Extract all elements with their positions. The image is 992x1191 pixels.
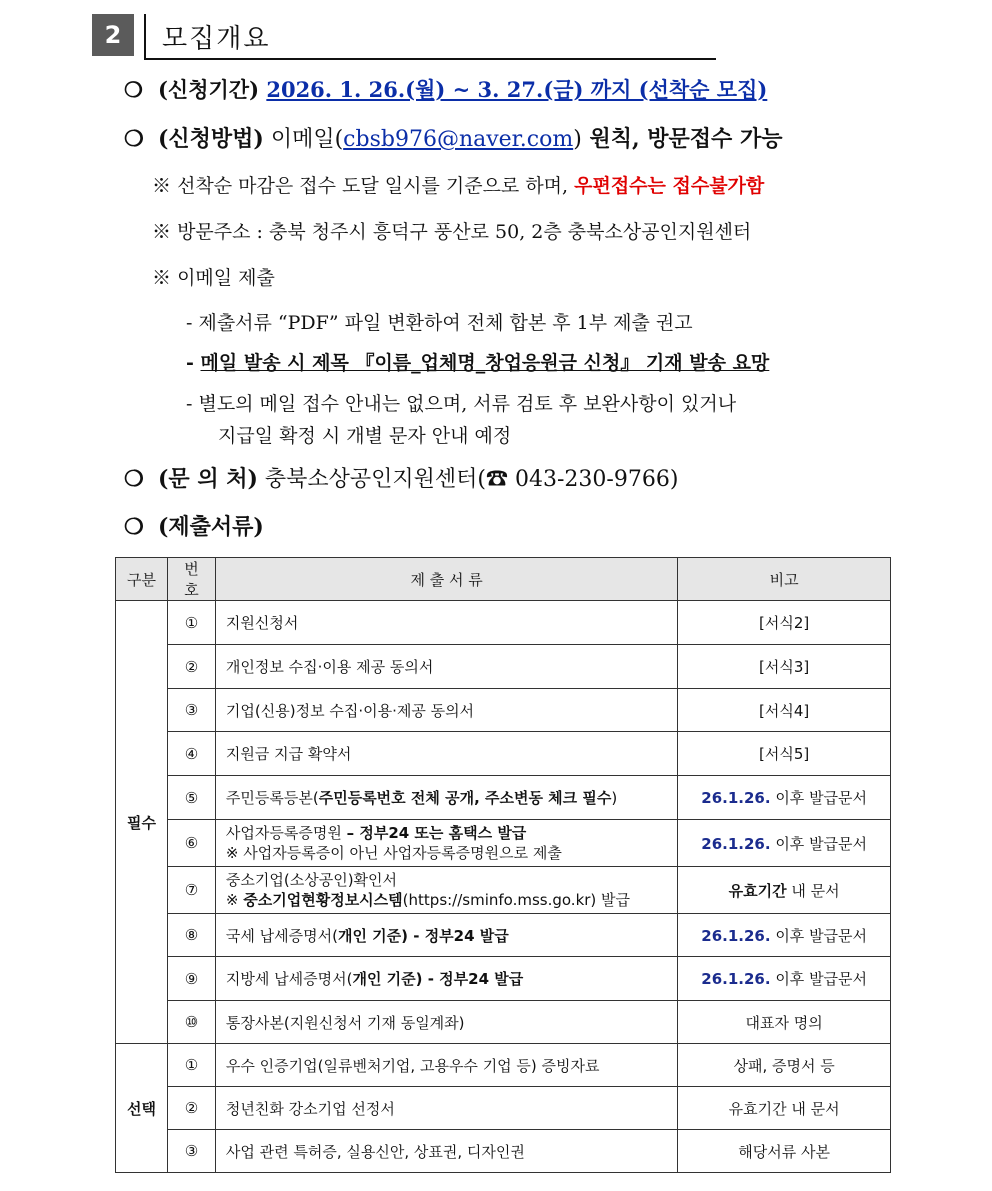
period-line	[124, 74, 767, 104]
note-deadline	[152, 171, 764, 198]
section-title: 모집개요	[162, 24, 271, 54]
remark-date: 26.1.26.	[701, 926, 771, 945]
note-text: 이메일 제출	[177, 267, 275, 289]
remark-text: 이후 발급문서	[770, 926, 868, 945]
row-number: ③	[167, 1130, 215, 1173]
doc-text: 사업자등록증명원	[225, 824, 347, 842]
row-number: ⑩	[167, 1001, 215, 1044]
row-document: 기업(신용)정보 수집·이용·제공 동의서	[215, 689, 677, 732]
doc-emphasis: 개인 기준	[337, 926, 402, 945]
table-row	[116, 776, 891, 820]
doc-subnote: ※ 사업자등록증이 아닌 사업자등록증명원으로 제출	[225, 844, 562, 862]
note-text: 선착순 마감은 접수 도달 일시를 기준으로 하며,	[177, 175, 575, 197]
row-document: 개인정보 수집·이용 제공 동의서	[215, 645, 677, 689]
row-document	[215, 957, 677, 1001]
method-line	[124, 122, 782, 153]
row-remark	[678, 776, 891, 820]
header-number: 번호	[167, 558, 215, 601]
contact-label: (문 의 처)	[158, 466, 258, 492]
row-document: 우수 인증기업(일류벤처기업, 고용우수 기업 등) 증빙자료	[215, 1044, 677, 1087]
remark-text: 이후 발급문서	[770, 834, 868, 853]
row-remark: 상패, 증명서 등	[678, 1044, 891, 1087]
section-underline	[144, 58, 716, 60]
note-address	[152, 217, 751, 244]
row-document: 통장사본(지원신청서 기재 동일계좌)	[215, 1001, 677, 1044]
row-remark	[678, 820, 891, 867]
row-number: ⑦	[167, 867, 215, 914]
remark-text: 이후 발급문서	[770, 789, 868, 807]
row-number: ⑧	[167, 914, 215, 957]
group-required: 필수	[116, 601, 168, 1044]
table-row	[116, 957, 891, 1001]
remark-date: 26.1.26.	[701, 970, 771, 988]
row-number: ①	[167, 1044, 215, 1087]
row-document: 지원금 지급 확약서	[215, 732, 677, 776]
row-number: ②	[167, 1087, 215, 1130]
row-remark: [서식4]	[678, 689, 891, 732]
doc-emphasis: 주민등록번호 전체 공개, 주소변동 체크 필수	[318, 789, 612, 807]
header-remarks: 비고	[678, 558, 891, 601]
email-item-notice: - 별도의 메일 접수 안내는 없으며, 서류 검토 후 보완사항이 있거나	[186, 393, 737, 415]
method-prefix: 이메일(	[263, 127, 344, 152]
row-remark	[678, 957, 891, 1001]
remark-text: 내 문서	[786, 881, 840, 900]
note-text: 방문주소 : 충북 청주시 흥덕구 풍산로 50, 2층 충북소상공인지원센터	[177, 221, 752, 243]
email-item-notice-cont: 지급일 확정 시 개별 문자 안내 예정	[218, 425, 512, 447]
row-remark: [서식2]	[678, 601, 891, 645]
doc-text: 중소기업(소상공인)확인서	[225, 871, 398, 889]
remark-date: 26.1.26.	[701, 834, 771, 853]
row-number: ③	[167, 689, 215, 732]
table-row	[116, 867, 891, 914]
email-subject-text: 메일 발송 시 제목 『이름_업체명_창업응원금 신청』 기재 발송 요망	[200, 352, 770, 374]
doc-text: 주민등록등본(	[225, 789, 319, 807]
doc-text: 국세 납세증명서(	[225, 926, 338, 945]
row-number: ⑤	[167, 776, 215, 820]
row-document: 청년친화 강소기업 선정서	[215, 1087, 677, 1130]
circle-bullet-icon: ❍	[124, 126, 144, 152]
remark-emphasis: 유효기간	[728, 881, 787, 900]
group-optional: 선택	[116, 1044, 168, 1173]
note-warning: 우편접수는 접수불가함	[574, 175, 765, 197]
section-number-badge: 2	[92, 14, 134, 56]
table-row	[116, 1001, 891, 1044]
row-document: 지원신청서	[215, 601, 677, 645]
period-value: 2026. 1. 26.(월) ~ 3. 27.(금) 까지 (선착순 모집)	[266, 77, 768, 102]
header-category: 구분	[116, 558, 168, 601]
circle-bullet-icon: ❍	[124, 514, 144, 540]
row-remark: 대표자 명의	[678, 1001, 891, 1044]
table-row	[116, 1044, 891, 1087]
doc-emphasis: 개인 기준	[352, 970, 416, 988]
table-row	[116, 732, 891, 776]
reference-mark-icon: ※	[152, 221, 172, 243]
method-label: (신청방법)	[158, 126, 264, 152]
period-label: (신청기간)	[158, 77, 260, 102]
docs-heading-label: (제출서류)	[158, 514, 264, 540]
row-document: 사업 관련 특허증, 실용신안, 상표권, 디자인권	[215, 1130, 677, 1173]
note-email	[152, 263, 275, 290]
remark-text: 이후 발급문서	[770, 970, 868, 988]
contact-value: 충북소상공인지원센터(☎ 043-230-9766)	[257, 467, 679, 492]
table-row	[116, 689, 891, 732]
row-remark: 해당서류 사본	[678, 1130, 891, 1173]
row-number: ①	[167, 601, 215, 645]
table-row	[116, 601, 891, 645]
table-row	[116, 914, 891, 957]
doc-text: )	[611, 789, 618, 807]
method-tail: 원칙, 방문접수 가능	[581, 126, 783, 152]
table-row	[116, 1130, 891, 1173]
table-row	[116, 645, 891, 689]
email-item-pdf: - 제출서류 “PDF” 파일 변환하여 전체 합본 후 1부 제출 권고	[186, 312, 693, 334]
doc-emphasis: 중소기업현황정보시스템	[243, 891, 403, 909]
row-number: ④	[167, 732, 215, 776]
docs-heading	[124, 510, 264, 541]
circle-bullet-icon: ❍	[124, 466, 144, 492]
row-remark: [서식5]	[678, 732, 891, 776]
remark-date: 26.1.26.	[701, 789, 771, 807]
row-remark: 유효기간 내 문서	[678, 1087, 891, 1130]
circle-bullet-icon: ❍	[124, 77, 143, 102]
table-row	[116, 820, 891, 867]
row-remark	[678, 914, 891, 957]
section-divider	[144, 14, 146, 58]
doc-emphasis: – 정부24 또는 홈택스 발급	[346, 824, 527, 842]
section-header	[92, 12, 716, 60]
row-document	[215, 914, 677, 957]
row-number: ⑥	[167, 820, 215, 867]
doc-subnote: (https://sminfo.mss.go.kr) 발급	[402, 891, 631, 909]
doc-emphasis: ) - 정부24 발급	[415, 970, 524, 988]
doc-text: 지방세 납세증명서(	[225, 970, 353, 988]
doc-emphasis: ) - 정부24 발급	[401, 926, 509, 945]
table-header-row	[116, 558, 891, 601]
row-document	[215, 867, 677, 914]
documents-table	[115, 557, 891, 1173]
dash-mark: -	[186, 352, 194, 374]
header-document: 제 출 서 류	[215, 558, 677, 601]
reference-mark-icon: ※	[152, 267, 172, 289]
table-row	[116, 1087, 891, 1130]
row-document	[215, 776, 677, 820]
row-remark: [서식3]	[678, 645, 891, 689]
contact-line	[124, 462, 678, 493]
email-link[interactable]: cbsb976@naver.com	[343, 127, 574, 152]
method-suffix: )	[573, 127, 582, 152]
row-number: ②	[167, 645, 215, 689]
email-item-subject	[186, 348, 769, 375]
row-number: ⑨	[167, 957, 215, 1001]
row-document	[215, 820, 677, 867]
row-remark	[678, 867, 891, 914]
reference-mark-icon: ※	[152, 175, 172, 197]
doc-subnote: ※	[225, 891, 244, 909]
